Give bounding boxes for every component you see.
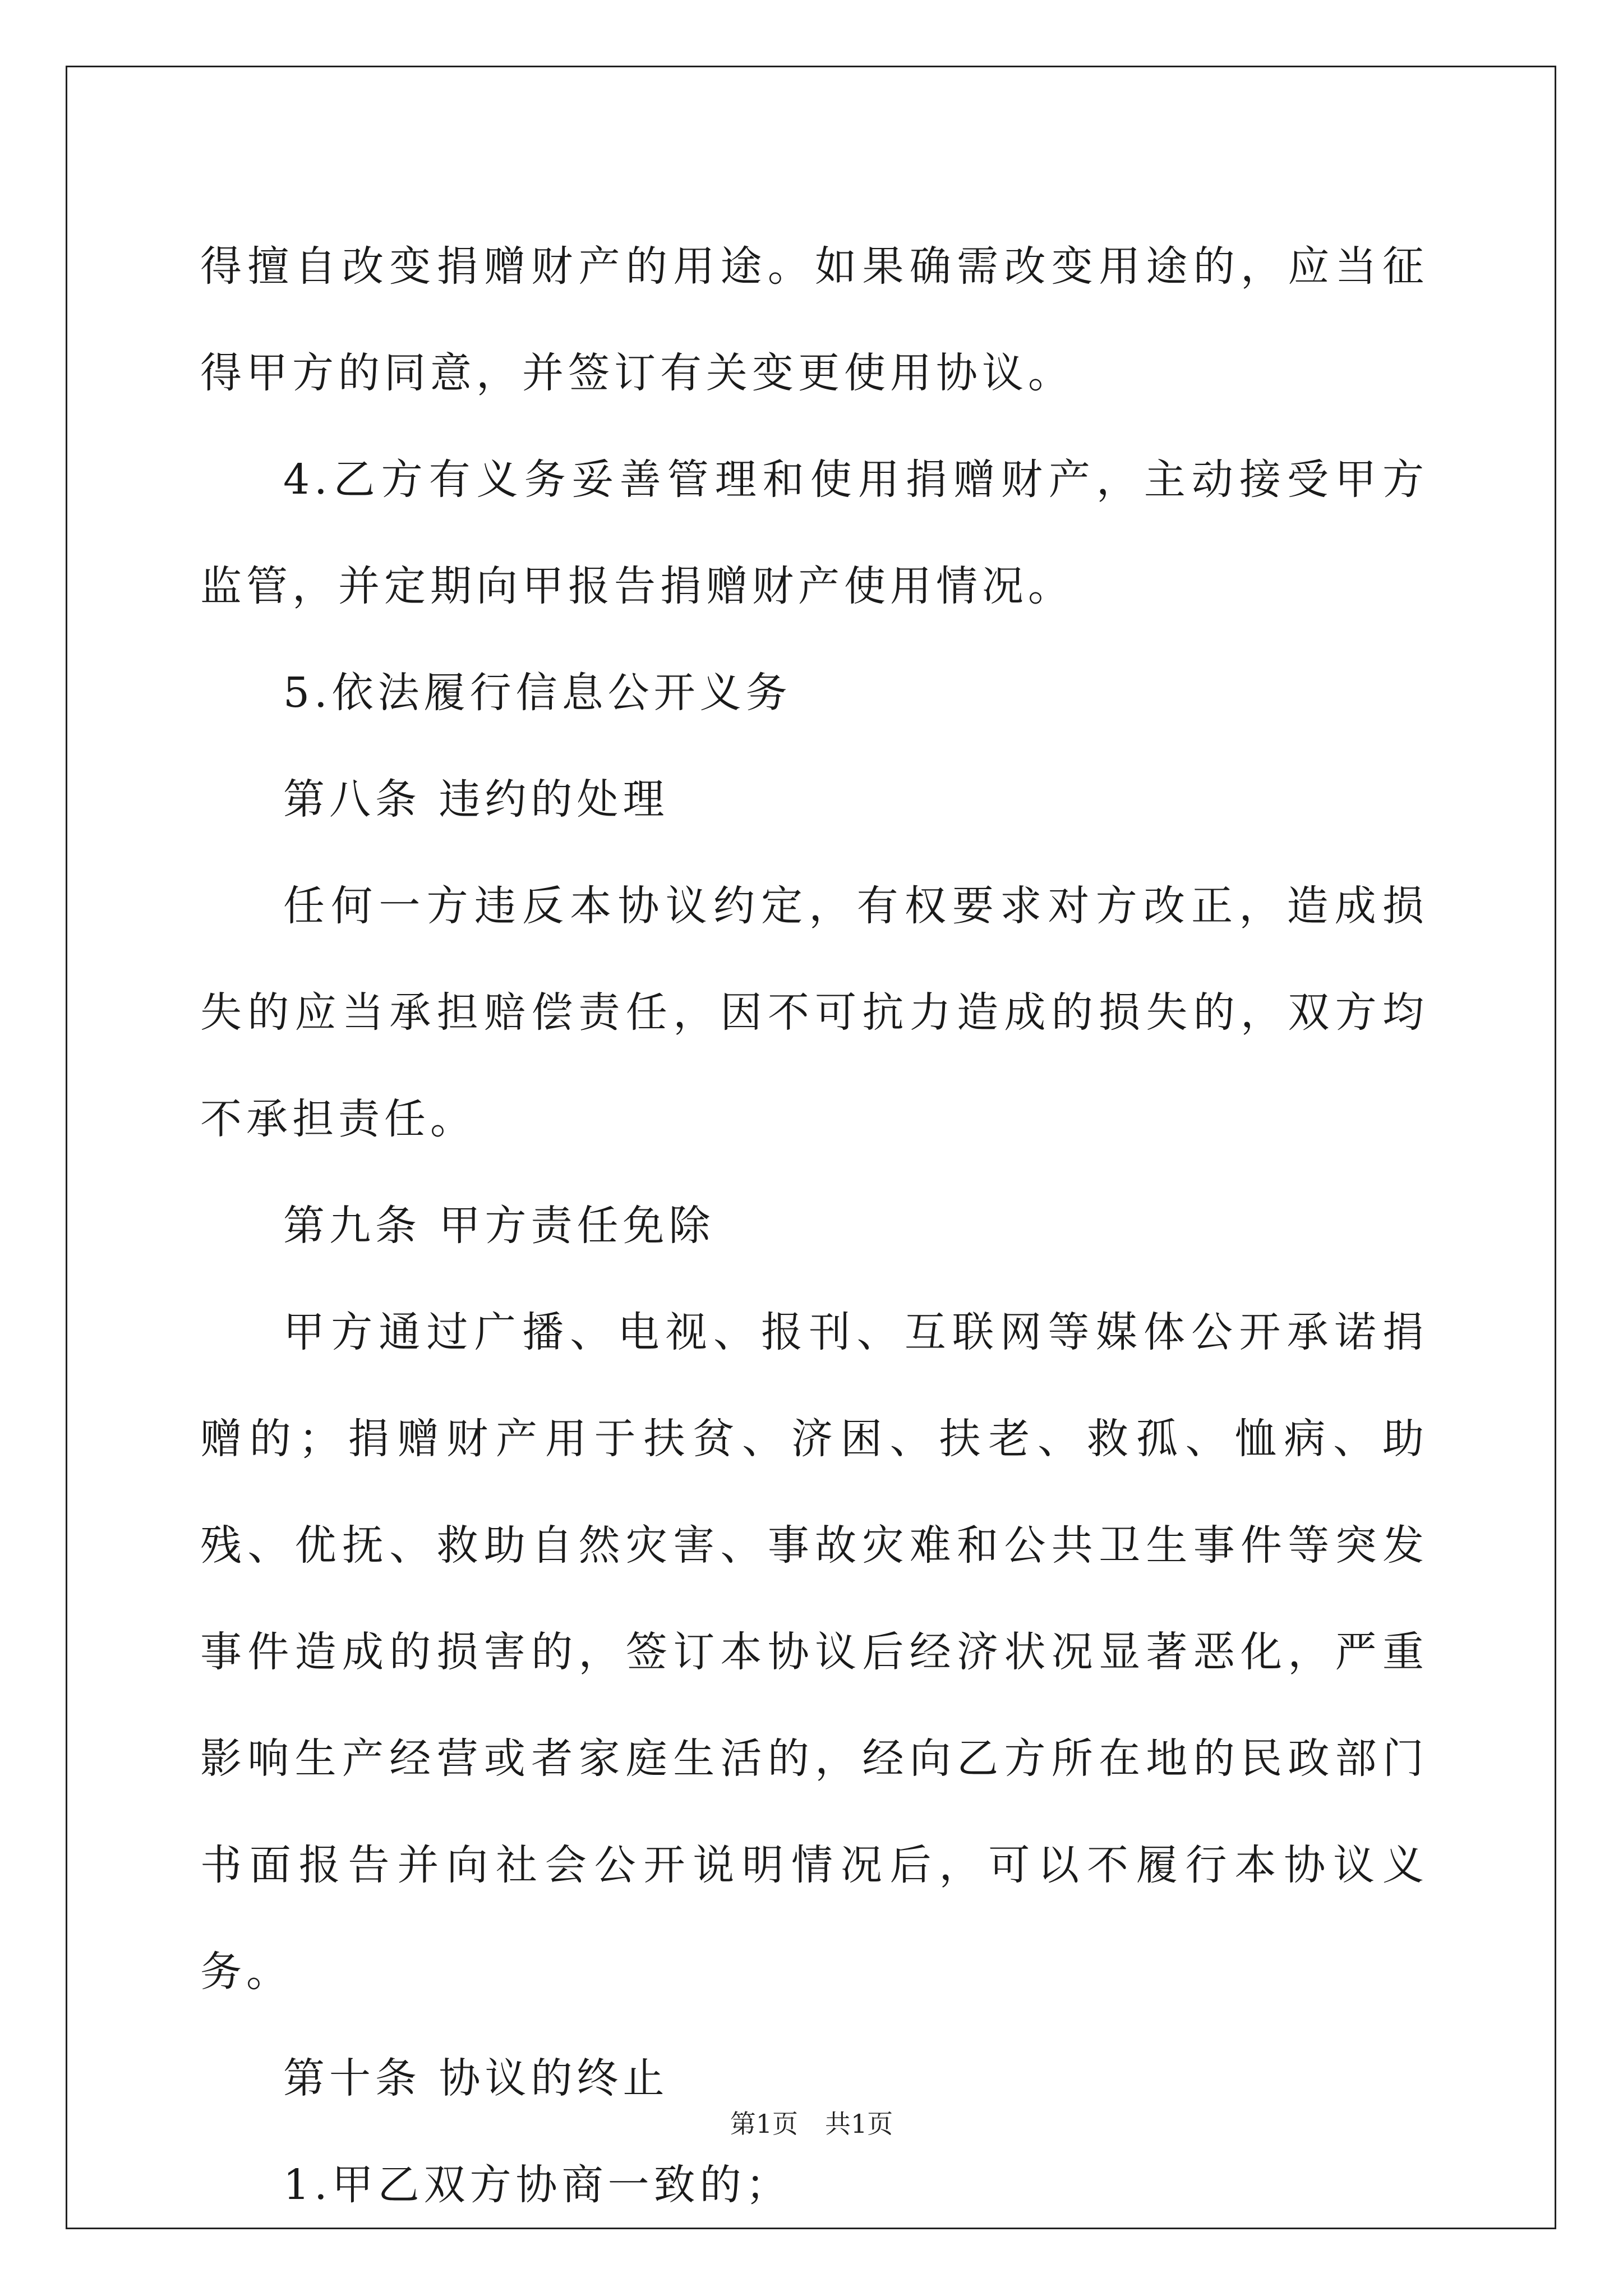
- page-number-total: 共1页: [825, 2109, 893, 2139]
- paragraph-3: 5.依法履行信息公开义务: [283, 669, 792, 717]
- section-heading-article-9: 第九条 甲方责任免除: [283, 1202, 715, 1250]
- section-heading-article-10: 第十条 协议的终止: [283, 2054, 669, 2102]
- paragraph-1: 得擅自改变捐赠财产的用途。如果确需改变用途的，应当征得甲方的同意，并签订有关变更使用协议。: [200, 242, 1428, 397]
- paragraph-2: 4.乙方有义务妥善管理和使用捐赠财产，主动接受甲方监管，并定期向甲报告捐赠财产使用情况。: [200, 455, 1428, 610]
- page-number-current: 第1页: [730, 2109, 798, 2139]
- paragraph-9: 1.甲乙双方协商一致的；: [283, 2161, 792, 2209]
- section-heading-article-8: 第八条 违约的处理: [283, 775, 669, 823]
- paragraph-7: 甲方通过广播、电视、报刊、互联网等媒体公开承诺捐赠的；捐赠财产用于扶贫、济困、扶老、救孤、恤病、助残、优抚、救助自然灾害、事故灾难和公共卫生事件等突发事件造成的损害的，签订本协议后经济状况显著恶化，严重影响生产经营或者家庭生活的，经向乙方所在地的民政部门书面报告并向社会公开说明情况后，可以不履行本协议义务。: [200, 1308, 1428, 1996]
- page-footer: [0, 2107, 1623, 2141]
- paragraph-5: 任何一方违反本协议约定，有权要求对方改正，造成损失的应当承担赔偿责任，因不可抗力造成的损失的，双方均不承担责任。: [200, 882, 1428, 1143]
- document-body: [200, 213, 1428, 2238]
